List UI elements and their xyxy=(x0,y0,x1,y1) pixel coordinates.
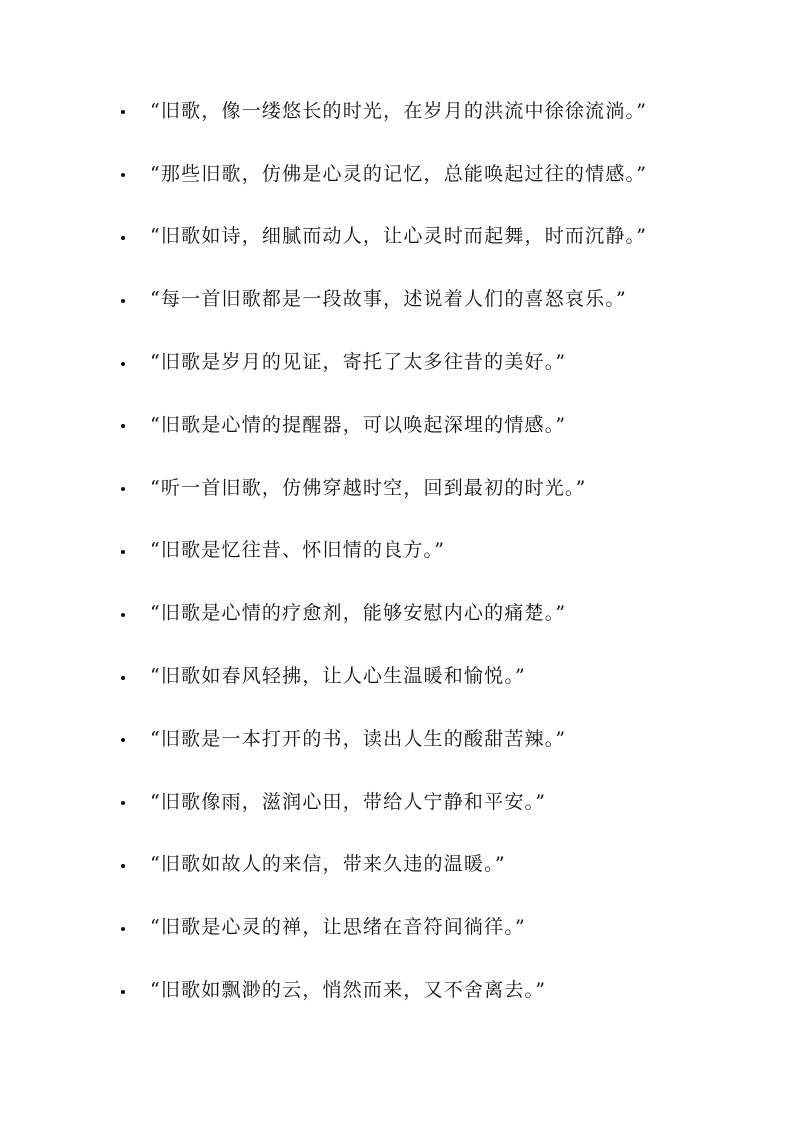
quote-list xyxy=(0,80,800,1022)
quote-text: “旧歌是岁月的见证，寄托了太多往昔的美好。” xyxy=(150,351,567,374)
list-item xyxy=(0,645,800,708)
bullet-icon xyxy=(121,173,125,177)
list-item xyxy=(0,331,800,394)
bullet-icon xyxy=(121,487,125,491)
list-item xyxy=(0,520,800,583)
quote-text: “每一首旧歌都是一段故事，述说着人们的喜怒哀乐。” xyxy=(150,288,627,311)
quote-text: “旧歌如故人的来信，带来久违的温暖。” xyxy=(150,853,506,876)
list-item xyxy=(0,268,800,331)
list-item xyxy=(0,80,800,143)
list-item xyxy=(0,708,800,771)
bullet-icon xyxy=(121,236,125,240)
bullet-icon xyxy=(121,738,125,742)
list-item xyxy=(0,896,800,959)
quote-text: “旧歌是心情的提醒器，可以唤起深埋的情感。” xyxy=(150,413,567,436)
bullet-icon xyxy=(121,801,125,805)
bullet-icon xyxy=(121,927,125,931)
list-item xyxy=(0,771,800,834)
list-item xyxy=(0,959,800,1022)
list-item xyxy=(0,834,800,897)
quote-text: “听一首旧歌，仿佛穿越时空，回到最初的时光。” xyxy=(150,476,587,499)
quote-text: “旧歌是心灵的禅，让思绪在音符间徜徉。” xyxy=(150,916,526,939)
quote-text: “旧歌是心情的疗愈剂，能够安慰内心的痛楚。” xyxy=(150,602,567,625)
bullet-icon xyxy=(121,424,125,428)
bullet-icon xyxy=(121,299,125,303)
quote-text: “旧歌是忆往昔、怀旧情的良方。” xyxy=(150,539,446,562)
quote-text: “旧歌如飘渺的云，悄然而来，又不舍离去。” xyxy=(150,979,547,1002)
bullet-icon xyxy=(121,990,125,994)
list-item xyxy=(0,206,800,269)
bullet-icon xyxy=(121,110,125,114)
quote-text: “旧歌像雨，滋润心田，带给人宁静和平安。” xyxy=(150,790,547,813)
quote-text: “那些旧歌，仿佛是心灵的记忆，总能唤起过往的情感。” xyxy=(150,162,648,185)
bullet-icon xyxy=(121,362,125,366)
bullet-icon xyxy=(121,676,125,680)
bullet-icon xyxy=(121,864,125,868)
list-item xyxy=(0,394,800,457)
quote-text: “旧歌如诗，细腻而动人，让心灵时而起舞，时而沉静。” xyxy=(150,225,648,248)
quote-text: “旧歌，像一缕悠长的时光，在岁月的洪流中徐徐流淌。” xyxy=(150,99,648,122)
bullet-icon xyxy=(121,613,125,617)
bullet-icon xyxy=(121,550,125,554)
list-item xyxy=(0,457,800,520)
quote-text: “旧歌如春风轻拂，让人心生温暖和愉悦。” xyxy=(150,665,526,688)
quote-text: “旧歌是一本打开的书，读出人生的酸甜苦辣。” xyxy=(150,727,567,750)
list-item xyxy=(0,582,800,645)
list-item xyxy=(0,143,800,206)
